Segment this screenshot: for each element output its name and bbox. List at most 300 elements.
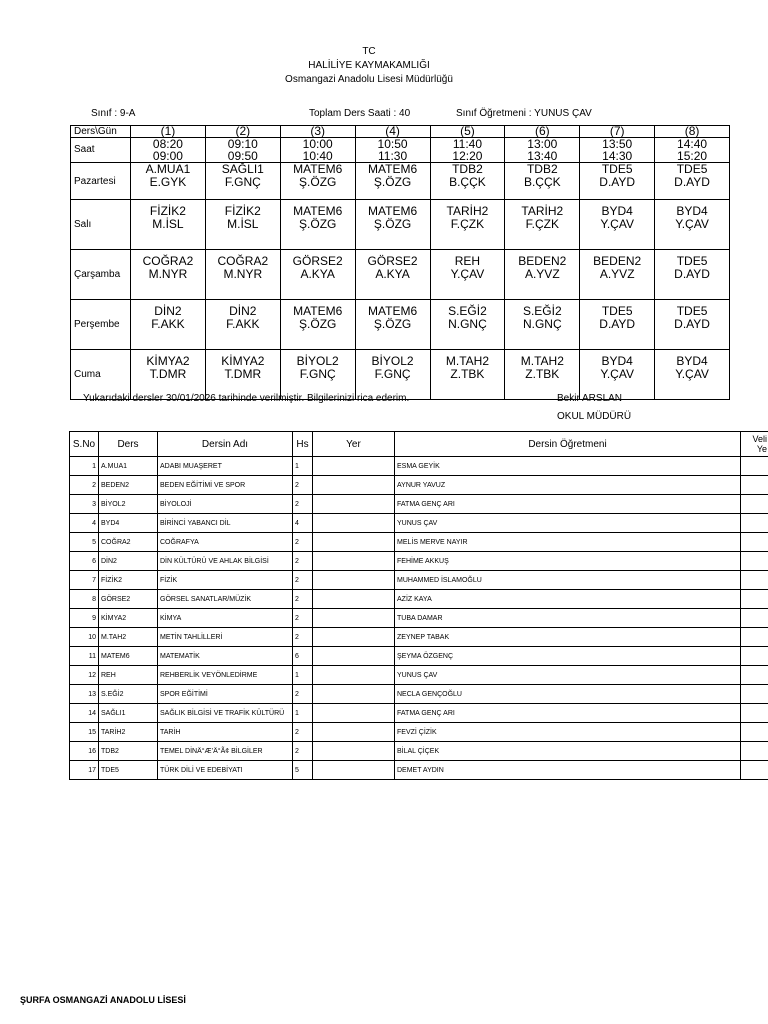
lesson-teacher: M.İSL bbox=[152, 217, 184, 231]
lesson-code: BİYOL2 bbox=[296, 354, 339, 368]
parent-signature-cell bbox=[741, 571, 768, 590]
table-row bbox=[70, 647, 768, 666]
lesson-code: BYD4 bbox=[601, 354, 633, 368]
lesson-code: TARİH2 bbox=[521, 204, 564, 218]
period-number: (5) bbox=[430, 126, 505, 138]
course-hours: 5 bbox=[293, 761, 313, 780]
lesson-teacher: Ş.ÖZG bbox=[299, 175, 337, 189]
course-place bbox=[313, 457, 395, 476]
course-name: ADABI MUAŞERET bbox=[158, 457, 293, 476]
course-name: METİN TAHLİLLERİ bbox=[158, 628, 293, 647]
lesson-cell bbox=[131, 250, 206, 300]
lesson-teacher: M.NYR bbox=[223, 267, 263, 281]
period-number: (6) bbox=[505, 126, 580, 138]
course-code: BEDEN2 bbox=[99, 476, 158, 495]
parent-signature-cell bbox=[741, 761, 768, 780]
course-code: TDE5 bbox=[99, 761, 158, 780]
course-name: MATEMATİK bbox=[158, 647, 293, 666]
row-number: 5 bbox=[70, 533, 99, 552]
table-row bbox=[70, 571, 768, 590]
lesson-cell bbox=[205, 350, 280, 400]
header-line-1: TC bbox=[362, 46, 376, 57]
lesson-cell bbox=[580, 350, 655, 400]
lesson-code: MATEM6 bbox=[293, 304, 343, 318]
lesson-code: M.TAH2 bbox=[445, 354, 489, 368]
lesson-teacher: F.GNÇ bbox=[224, 175, 261, 189]
table-row bbox=[70, 457, 768, 476]
day-name: Çarşamba bbox=[71, 250, 131, 300]
table-row bbox=[70, 609, 768, 628]
lesson-teacher: D.AYD bbox=[599, 175, 636, 189]
lesson-teacher: F.GNÇ bbox=[374, 367, 411, 381]
table-row bbox=[70, 666, 768, 685]
row-number: 15 bbox=[70, 723, 99, 742]
lesson-cell bbox=[430, 200, 505, 250]
table-row bbox=[70, 685, 768, 704]
row-number: 4 bbox=[70, 514, 99, 533]
lesson-code: TDB2 bbox=[452, 162, 483, 176]
course-code: TARİH2 bbox=[99, 723, 158, 742]
corner-label: Ders\Gün bbox=[71, 126, 131, 138]
lesson-teacher: B.ÇÇK bbox=[449, 175, 486, 189]
lesson-teacher: Y.ÇAV bbox=[675, 367, 709, 381]
lesson-code: KİMYA2 bbox=[221, 354, 265, 368]
lesson-cell bbox=[205, 200, 280, 250]
course-name: DİN KÜLTÜRÜ VE AHLAK BİLGİSİ bbox=[158, 552, 293, 571]
column-header-name: Dersin Adı bbox=[158, 432, 293, 457]
course-hours: 2 bbox=[293, 685, 313, 704]
lesson-code: REH bbox=[454, 254, 481, 268]
column-header-place: Yer bbox=[313, 432, 395, 457]
lesson-teacher: Y.ÇAV bbox=[450, 267, 485, 281]
lesson-code: S.EĞİ2 bbox=[522, 304, 562, 318]
course-teacher: ŞEYMA ÖZGENÇ bbox=[395, 647, 741, 666]
lesson-cell bbox=[430, 350, 505, 400]
lesson-teacher: A.KYA bbox=[375, 267, 410, 281]
lesson-code: M.TAH2 bbox=[520, 354, 564, 368]
lesson-code: SAĞLI1 bbox=[221, 162, 264, 176]
table-row bbox=[70, 476, 768, 495]
course-place bbox=[313, 685, 395, 704]
lesson-teacher: D.AYD bbox=[674, 317, 710, 331]
row-number: 17 bbox=[70, 761, 99, 780]
parent-signature-cell bbox=[741, 628, 768, 647]
lesson-cell bbox=[430, 163, 505, 200]
course-place bbox=[313, 495, 395, 514]
column-header-code: Ders bbox=[99, 432, 158, 457]
schedule-period-row bbox=[71, 126, 730, 138]
course-code: TDB2 bbox=[99, 742, 158, 761]
lesson-cell bbox=[280, 163, 355, 200]
row-number: 13 bbox=[70, 685, 99, 704]
lesson-code: COĞRA2 bbox=[142, 254, 194, 268]
course-hours: 2 bbox=[293, 742, 313, 761]
lesson-code: BİYOL2 bbox=[371, 354, 414, 368]
course-hours: 2 bbox=[293, 533, 313, 552]
total-hours-label: Toplam Ders Saati : 40 bbox=[309, 108, 411, 119]
course-teacher: ZEYNEP TABAK bbox=[395, 628, 741, 647]
course-place bbox=[313, 704, 395, 723]
course-hours: 6 bbox=[293, 647, 313, 666]
lesson-cell bbox=[505, 163, 580, 200]
course-teacher: DEMET AYDIN bbox=[395, 761, 741, 780]
lesson-code: TDE5 bbox=[601, 162, 633, 176]
period-end: 15:20 bbox=[677, 149, 708, 163]
parent-signature-cell bbox=[741, 476, 768, 495]
day-name: Perşembe bbox=[71, 300, 131, 350]
course-hours: 2 bbox=[293, 628, 313, 647]
lesson-code: COĞRA2 bbox=[217, 254, 269, 268]
lesson-teacher: E.GYK bbox=[149, 175, 187, 189]
lesson-teacher: F.GNÇ bbox=[299, 367, 336, 381]
period-time-cell bbox=[280, 138, 355, 163]
lesson-teacher: A.YVZ bbox=[524, 267, 560, 281]
table-row bbox=[70, 723, 768, 742]
course-name: BEDEN EĞİTİMİ VE SPOR bbox=[158, 476, 293, 495]
class-label: Sınıf : 9-A bbox=[91, 108, 136, 119]
lesson-teacher: T.DMR bbox=[149, 367, 187, 381]
course-teacher: TUBA DAMAR bbox=[395, 609, 741, 628]
course-name: SAĞLIK BİLGİSİ VE TRAFİK KÜLTÜRÜ bbox=[158, 704, 293, 723]
period-end: 09:50 bbox=[227, 149, 258, 163]
lesson-code: TDE5 bbox=[676, 162, 708, 176]
lesson-teacher: Y.ÇAV bbox=[675, 217, 709, 231]
table-row bbox=[70, 704, 768, 723]
course-code: REH bbox=[99, 666, 158, 685]
lesson-cell bbox=[355, 350, 430, 400]
lesson-code: MATEM6 bbox=[293, 204, 343, 218]
course-code: M.TAH2 bbox=[99, 628, 158, 647]
row-number: 16 bbox=[70, 742, 99, 761]
lesson-code: GÖRSE2 bbox=[292, 254, 343, 268]
lesson-teacher: D.AYD bbox=[599, 317, 636, 331]
period-start: 11:40 bbox=[452, 137, 482, 151]
schedule-time-row bbox=[71, 138, 730, 163]
class-teacher-label: Sınıf Öğretmeni : YUNUS ÇAV bbox=[456, 108, 592, 119]
parent-signature-cell bbox=[741, 590, 768, 609]
lesson-code: FİZİK2 bbox=[224, 204, 261, 218]
course-teacher: NECLA GENÇOĞLU bbox=[395, 685, 741, 704]
weekly-schedule-table bbox=[70, 125, 730, 400]
lesson-teacher: N.GNÇ bbox=[448, 317, 487, 331]
lesson-cell bbox=[131, 200, 206, 250]
lesson-cell bbox=[580, 200, 655, 250]
course-place bbox=[313, 514, 395, 533]
period-time-cell bbox=[580, 138, 655, 163]
period-end: 10:40 bbox=[302, 149, 333, 163]
row-number: 11 bbox=[70, 647, 99, 666]
course-teacher: AZİZ KAYA bbox=[395, 590, 741, 609]
schedule-day-row bbox=[71, 350, 730, 400]
period-end: 09:00 bbox=[152, 149, 183, 163]
table-row bbox=[70, 533, 768, 552]
schedule-day-row bbox=[71, 200, 730, 250]
lesson-code: BEDEN2 bbox=[593, 254, 642, 268]
course-hours: 2 bbox=[293, 552, 313, 571]
course-teacher: ESMA GEYİK bbox=[395, 457, 741, 476]
parent-signature-cell bbox=[741, 666, 768, 685]
period-number: (8) bbox=[655, 126, 730, 138]
course-code: KİMYA2 bbox=[99, 609, 158, 628]
course-hours: 2 bbox=[293, 571, 313, 590]
course-code: S.EĞİ2 bbox=[99, 685, 158, 704]
lesson-cell bbox=[355, 250, 430, 300]
course-teacher: AYNUR YAVUZ bbox=[395, 476, 741, 495]
lesson-teacher: Y.ÇAV bbox=[600, 217, 634, 231]
period-time-cell bbox=[430, 138, 505, 163]
parent-signature-cell bbox=[741, 552, 768, 571]
course-code: GÖRSE2 bbox=[99, 590, 158, 609]
course-teacher: BİLAL ÇİÇEK bbox=[395, 742, 741, 761]
lesson-cell bbox=[280, 300, 355, 350]
column-header-hours: Hs bbox=[293, 432, 313, 457]
course-code: SAĞLI1 bbox=[99, 704, 158, 723]
lesson-teacher: A.YVZ bbox=[599, 267, 635, 281]
lesson-cell bbox=[580, 250, 655, 300]
period-end: 11:30 bbox=[377, 149, 408, 163]
lesson-cell bbox=[280, 250, 355, 300]
course-place bbox=[313, 552, 395, 571]
row-number: 9 bbox=[70, 609, 99, 628]
lesson-cell bbox=[655, 200, 730, 250]
course-code: A.MUA1 bbox=[99, 457, 158, 476]
lesson-teacher: F.AKK bbox=[151, 317, 185, 331]
period-time-cell bbox=[131, 138, 206, 163]
lesson-code: FİZİK2 bbox=[149, 204, 186, 218]
course-code: BİYOL2 bbox=[99, 495, 158, 514]
lesson-cell bbox=[655, 300, 730, 350]
lesson-code: MATEM6 bbox=[368, 204, 418, 218]
course-name: TÜRK DİLİ VE EDEBİYATI bbox=[158, 761, 293, 780]
lesson-code: BEDEN2 bbox=[518, 254, 567, 268]
column-header-parent-line1: Veli bbox=[752, 434, 767, 444]
course-hours: 1 bbox=[293, 457, 313, 476]
school-footer: ŞURFA OSMANGAZİ ANADOLU LİSESİ bbox=[20, 995, 186, 1005]
course-hours: 2 bbox=[293, 476, 313, 495]
lesson-teacher: Z.TBK bbox=[525, 367, 560, 381]
lesson-code: MATEM6 bbox=[368, 304, 418, 318]
table-row bbox=[70, 761, 768, 780]
course-name: KİMYA bbox=[158, 609, 293, 628]
lesson-teacher: Ş.ÖZG bbox=[373, 175, 412, 189]
course-name: COĞRAFYA bbox=[158, 533, 293, 552]
parent-signature-cell bbox=[741, 495, 768, 514]
course-place bbox=[313, 590, 395, 609]
day-name: Cuma bbox=[71, 350, 131, 400]
lesson-teacher: N.GNÇ bbox=[522, 317, 562, 331]
lesson-cell bbox=[280, 350, 355, 400]
lesson-cell bbox=[280, 200, 355, 250]
table-row bbox=[70, 742, 768, 761]
parent-signature-cell bbox=[741, 704, 768, 723]
lesson-code: TDB2 bbox=[526, 162, 558, 176]
table-row bbox=[70, 495, 768, 514]
course-header-row bbox=[70, 432, 768, 457]
lesson-teacher: D.AYD bbox=[674, 175, 710, 189]
lesson-cell bbox=[580, 300, 655, 350]
period-number: (4) bbox=[355, 126, 430, 138]
row-number: 6 bbox=[70, 552, 99, 571]
course-name: GÖRSEL SANATLAR/MÜZİK bbox=[158, 590, 293, 609]
column-header-parent bbox=[741, 432, 768, 457]
lesson-cell bbox=[355, 200, 430, 250]
lesson-cell bbox=[655, 163, 730, 200]
course-hours: 2 bbox=[293, 609, 313, 628]
course-place bbox=[313, 723, 395, 742]
lesson-cell bbox=[505, 350, 580, 400]
row-number: 8 bbox=[70, 590, 99, 609]
lesson-cell bbox=[131, 163, 206, 200]
lesson-teacher: F.ÇZK bbox=[450, 217, 485, 231]
row-number: 1 bbox=[70, 457, 99, 476]
course-place bbox=[313, 533, 395, 552]
course-name: BİYOLOJİ bbox=[158, 495, 293, 514]
parent-signature-cell bbox=[741, 609, 768, 628]
row-number: 7 bbox=[70, 571, 99, 590]
course-hours: 1 bbox=[293, 704, 313, 723]
course-name: FİZİK bbox=[158, 571, 293, 590]
lesson-code: BYD4 bbox=[676, 354, 708, 368]
course-hours: 2 bbox=[293, 495, 313, 514]
lesson-cell bbox=[655, 350, 730, 400]
course-name: BİRİNCİ YABANCI DİL bbox=[158, 514, 293, 533]
lesson-teacher: Z.TBK bbox=[450, 367, 485, 381]
lesson-cell bbox=[205, 250, 280, 300]
course-place bbox=[313, 628, 395, 647]
lesson-teacher: T.DMR bbox=[224, 367, 262, 381]
lesson-code: BYD4 bbox=[601, 204, 633, 218]
lesson-code: MATEM6 bbox=[368, 162, 418, 176]
period-start: 09:10 bbox=[227, 137, 258, 151]
lesson-teacher: F.AKK bbox=[226, 317, 260, 331]
lesson-code: MATEM6 bbox=[293, 162, 343, 176]
lesson-cell bbox=[205, 300, 280, 350]
lesson-teacher: M.NYR bbox=[148, 267, 188, 281]
period-end: 13:40 bbox=[527, 149, 558, 163]
course-code: DİN2 bbox=[99, 552, 158, 571]
lesson-cell bbox=[580, 163, 655, 200]
lesson-code: DİN2 bbox=[154, 304, 182, 318]
lesson-teacher: M.İSL bbox=[227, 217, 259, 231]
lesson-teacher: Y.ÇAV bbox=[600, 367, 634, 381]
lesson-cell bbox=[205, 163, 280, 200]
lesson-code: S.EĞİ2 bbox=[448, 304, 487, 318]
time-label: Saat bbox=[71, 138, 131, 163]
row-number: 10 bbox=[70, 628, 99, 647]
course-place bbox=[313, 666, 395, 685]
parent-signature-cell bbox=[741, 723, 768, 742]
row-number: 3 bbox=[70, 495, 99, 514]
schedule-day-row bbox=[71, 300, 730, 350]
lesson-teacher: F.ÇZK bbox=[525, 217, 559, 231]
period-start: 13:00 bbox=[527, 137, 558, 151]
course-teacher: MELİS MERVE NAYIR bbox=[395, 533, 741, 552]
course-name: TARİH bbox=[158, 723, 293, 742]
header-line-3: Osmangazi Anadolu Lisesi Müdürlüğü bbox=[285, 74, 453, 85]
period-end: 12:20 bbox=[452, 149, 483, 163]
column-header-sno: S.No bbox=[70, 432, 99, 457]
period-time-cell bbox=[655, 138, 730, 163]
parent-signature-cell bbox=[741, 514, 768, 533]
course-place bbox=[313, 647, 395, 666]
lesson-cell bbox=[655, 250, 730, 300]
course-teacher: FEVZİ ÇİZİK bbox=[395, 723, 741, 742]
period-time-cell bbox=[505, 138, 580, 163]
course-code: BYD4 bbox=[99, 514, 158, 533]
parent-signature-cell bbox=[741, 685, 768, 704]
course-place bbox=[313, 609, 395, 628]
row-number: 14 bbox=[70, 704, 99, 723]
lesson-cell bbox=[505, 200, 580, 250]
lesson-teacher: Ş.ÖZG bbox=[299, 217, 337, 231]
period-start: 08:20 bbox=[152, 137, 183, 151]
day-name: Salı bbox=[71, 200, 131, 250]
lesson-code: BYD4 bbox=[676, 204, 708, 218]
course-hours: 2 bbox=[293, 723, 313, 742]
lesson-teacher: Ş.ÖZG bbox=[299, 317, 337, 331]
lesson-code: TDE5 bbox=[601, 304, 633, 318]
course-name: TEMEL DİNÄ°Æ’Ä°Ã¢ BİLGİLER bbox=[158, 742, 293, 761]
period-time-cell bbox=[355, 138, 430, 163]
lesson-teacher: D.AYD bbox=[674, 267, 710, 281]
principal-name: Bekir ARSLAN bbox=[557, 393, 623, 404]
lesson-teacher: B.ÇÇK bbox=[523, 175, 561, 189]
principal-title: OKUL MÜDÜRÜ bbox=[557, 411, 632, 422]
period-number: (1) bbox=[131, 126, 206, 138]
period-start: 10:00 bbox=[302, 137, 333, 151]
course-hours: 4 bbox=[293, 514, 313, 533]
parent-signature-cell bbox=[741, 742, 768, 761]
course-hours: 1 bbox=[293, 666, 313, 685]
period-time-cell bbox=[205, 138, 280, 163]
lesson-cell bbox=[430, 250, 505, 300]
lesson-cell bbox=[505, 250, 580, 300]
course-code: MATEM6 bbox=[99, 647, 158, 666]
course-teacher: FATMA GENÇ ARI bbox=[395, 495, 741, 514]
lesson-code: TDE5 bbox=[676, 304, 708, 318]
day-name: Pazartesi bbox=[71, 163, 131, 200]
period-number: (3) bbox=[280, 126, 355, 138]
course-hours: 2 bbox=[293, 590, 313, 609]
lesson-cell bbox=[355, 300, 430, 350]
table-row bbox=[70, 590, 768, 609]
course-code: COĞRA2 bbox=[99, 533, 158, 552]
lesson-cell bbox=[430, 300, 505, 350]
course-code: FİZİK2 bbox=[99, 571, 158, 590]
course-teacher: YUNUS ÇAV bbox=[395, 666, 741, 685]
column-header-parent-line2: Ye bbox=[756, 444, 767, 454]
course-place bbox=[313, 476, 395, 495]
course-name: SPOR EĞİTİMİ bbox=[158, 685, 293, 704]
table-row bbox=[70, 628, 768, 647]
schedule-day-row bbox=[71, 163, 730, 200]
period-number: (7) bbox=[580, 126, 655, 138]
period-start: 14:40 bbox=[677, 137, 708, 151]
course-place bbox=[313, 761, 395, 780]
period-end: 14:30 bbox=[602, 149, 633, 163]
period-start: 13:50 bbox=[602, 137, 633, 151]
period-start: 10:50 bbox=[377, 137, 408, 151]
lesson-teacher: Ş.ÖZG bbox=[373, 317, 412, 331]
parent-signature-cell bbox=[741, 647, 768, 666]
course-place bbox=[313, 742, 395, 761]
column-header-teacher: Dersin Öğretmeni bbox=[395, 432, 741, 457]
course-teacher: YUNUS ÇAV bbox=[395, 514, 741, 533]
table-row bbox=[70, 514, 768, 533]
lesson-cell bbox=[355, 163, 430, 200]
lesson-teacher: Ş.ÖZG bbox=[373, 217, 412, 231]
issue-note: Yukarıdaki dersler 30/01/2026 tarihinde verilmiştir. Bilgilerinizi rica ederim. bbox=[83, 393, 410, 404]
